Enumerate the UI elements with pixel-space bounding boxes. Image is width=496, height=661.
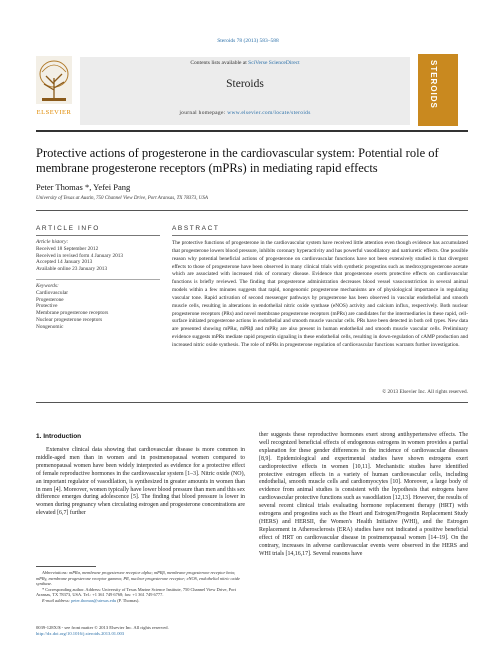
history-online: Available online 23 January 2013 — [36, 266, 108, 273]
elsevier-tree-logo — [36, 56, 72, 104]
email-link[interactable]: peter.thomas@utexas.edu — [71, 597, 117, 603]
email-suffix: (P. Thomas). — [116, 597, 140, 603]
abstract-text: The protective functions of progesterone in the cardiovascular system have received little attention even though evidence has accumulated that progesterone lowers blood pressure, inhibits coronary hyperactivity and has powerful vasodilatory and natriuretic effects. One possible reason why potential beneficial actions of progesterone on cardiovascular functions have not been extensively studied is that divergent effects to those of progesterone have been observed in many clinical trials with synthetic progestins such as medroxyprogesterone acetate which are associated with increased risk of coronary disease. Evidence that progesterone exerts protective effects on cardiovascular functions is briefly reviewed. The finding that progesterone administration decreases blood vessel vasoconstriction in several animal models within a few minutes suggests that rapid, nongenomic progesterone mechanisms are of physiological importance in regulating vascular tone. Rapid activation of second messenger pathways by progesterone has been observed in vascular endothelial and smooth muscle cells, resulting in alterations in endothelial nitric oxide synthase (eNOS) activity and calcium influx, respectively. Both nuclear progesterone receptors (PRs) and novel membrane progesterone receptors (mPRs) are candidates for the intermediaries in these rapid, cell-surface initiated progesterone actions in endothelial and smooth muscle vascular cells. PRs have been detected in both cell types. New data are presented showing mPRα, mPRβ and mPRγ are also present in human endothelial and smooth muscle vascular cells. Preliminary evidence suggests mPRs mediate rapid progestin signaling in these endothelial cells, resulting in down-regulation of cAMP production and increased nitric oxide synthesis. The role of mPRs in progesterone regulation of cardiovascular functions warrants further investigation. — [172, 240, 468, 348]
introduction-right-column: ther suggests these reproductive hormones exert strong antihypertensive effects. The well recognized beneficial effects of endogenous estrogens in women provides a partial explanation for these gender differences in the incidence of cardiovascular diseases [8,9]. Epidemiological and experimental studies have shown estrogens exert cardioprotective effects in women [10,11]. Mechanistic studies have identified protective estrogen effects in a variety of human cardiovascular cells, including endothelial, smooth muscle cells and cardiomyocytes [10]. Moreover, a large body of evidence from animal studies is consistent with the hypothesis that estrogens have cardiovascular protective functions such as vasodilation [12,13]. However, the results of several recent clinical trials evaluating hormone replacement therapy (HRT) with estrogens and progestins such as the Heart and Estrogen/Progestin Replacement Study (HERS) and HERSII, the Women's Health Initiative (WHI), and the Estrogen Replacement in Atherosclerosis (ERA) studies have not indicated a positive beneficial effect of HRT on cardiovascular disease in postmenopausal women [14–19]. On the contrary, increases in adverse cardiovascular events were observed in the HERS and WHI trials [14,16,17]. Several reasons have — [259, 432, 468, 557]
elsevier-wordmark: ELSEVIER — [36, 109, 72, 116]
history-label: Article history: — [36, 239, 69, 245]
contents-prefix: Contents lists available at — [190, 60, 249, 66]
keyword-item: Progesterone — [36, 296, 64, 303]
journal-cover — [418, 54, 458, 126]
contents-line — [80, 60, 410, 66]
history-accepted: Accepted 14 January 2013 — [36, 259, 93, 266]
keywords-rule — [36, 279, 160, 280]
keyword-item: Protective — [36, 303, 58, 310]
introduction-left-column: Extensive clinical data showing that cardiovascular disease is more common in middle-aged men than in women and in postmenopausal women compared to premenopausal women have been widely interpreted as evidence for a protective effect of female reproductive hormones in the cardiovascular system [1–3]. Nitric oxide (NO), an important regulator of vasodilation, is synthesized in greater amounts in women than in men [4]. Moreover, women typically have lower blood pressure than men and this sex difference emerges during adolescence [5]. The finding that blood pressure is lower in women during pregnancy when circulating estrogen and progesterone concentrations are elevated [6,7] further — [36, 447, 245, 517]
keyword-item: Nuclear progesterone receptors — [36, 316, 103, 323]
abstract-heading: ABSTRACT — [172, 225, 220, 232]
journal-citation[interactable]: Steroids 78 (2013) 583–588 — [217, 38, 279, 44]
keyword-item: Cardiovascular — [36, 289, 69, 296]
title-rule — [36, 210, 468, 211]
abstract-rule — [172, 235, 468, 236]
doi-link[interactable]: http://dx.doi.org/10.1016/j.steroids.2013.01.003 — [36, 631, 125, 636]
abstract-bottom-rule — [36, 402, 468, 403]
keywords-label: Keywords: — [36, 283, 59, 289]
article-info-heading: ARTICLE INFO — [36, 225, 100, 232]
article-authors: Peter Thomas *, Yefei Pang — [36, 182, 131, 192]
introduction-heading: 1. Introduction — [36, 433, 82, 440]
article-info-rule — [36, 235, 160, 236]
article-history — [36, 239, 160, 273]
sciencedirect-link[interactable]: SciVerse ScienceDirect — [248, 60, 300, 66]
issn-line: 0039-128X/$ - see front matter © 2013 Elsevier Inc. All rights reserved. — [36, 625, 169, 630]
abbreviations-footnote: Abbreviations: mPRα, membrane progesterone receptor alpha; mPRβ, membrane progesterone receptor beta; mPRγ, membrane progesterone receptor gamma; PR, nuclear progesterone receptor; eNOS, endothelial nitric oxide synthase. — [36, 570, 241, 586]
email-label: E-mail address: — [42, 597, 72, 603]
journal-homepage — [80, 110, 410, 116]
keywords-list — [36, 283, 160, 331]
homepage-prefix: journal homepage: — [179, 110, 228, 116]
history-received: Received 18 September 2012 — [36, 245, 99, 252]
header-rule — [36, 130, 468, 132]
history-revised: Received in revised form 4 January 2013 — [36, 252, 124, 259]
author-affiliation: University of Texas at Austin, 750 Channel View Drive, Port Aransas, TX 78373, USA — [36, 196, 208, 201]
journal-cover-title: STEROIDS — [429, 60, 438, 109]
footnotes — [36, 570, 245, 603]
abstract-copyright: © 2013 Elsevier Inc. All rights reserved. — [382, 389, 468, 395]
email-footnote — [36, 598, 245, 604]
footnote-rule — [36, 566, 96, 567]
article-title: Protective actions of progesterone in the cardiovascular system: Potential role of membrane progesterone receptors (mPRs) in mediating rapid effects — [36, 146, 439, 175]
homepage-link[interactable]: www.elsevier.com/locate/steroids — [227, 110, 311, 116]
bottom-info — [36, 625, 169, 637]
corresponding-author-footnote: * Corresponding author. Address: University of Texas Marine Science Institute, 750 Channel View Drive, Port Aransas, TX 78373, USA. Tel.: +1 361 749 6768; fax: +1 361 749 6777. — [36, 586, 237, 597]
journal-title: Steroids — [226, 78, 264, 90]
keyword-item: Membrane progesterone receptors — [36, 310, 109, 317]
keyword-item: Nongenomic — [36, 323, 64, 330]
